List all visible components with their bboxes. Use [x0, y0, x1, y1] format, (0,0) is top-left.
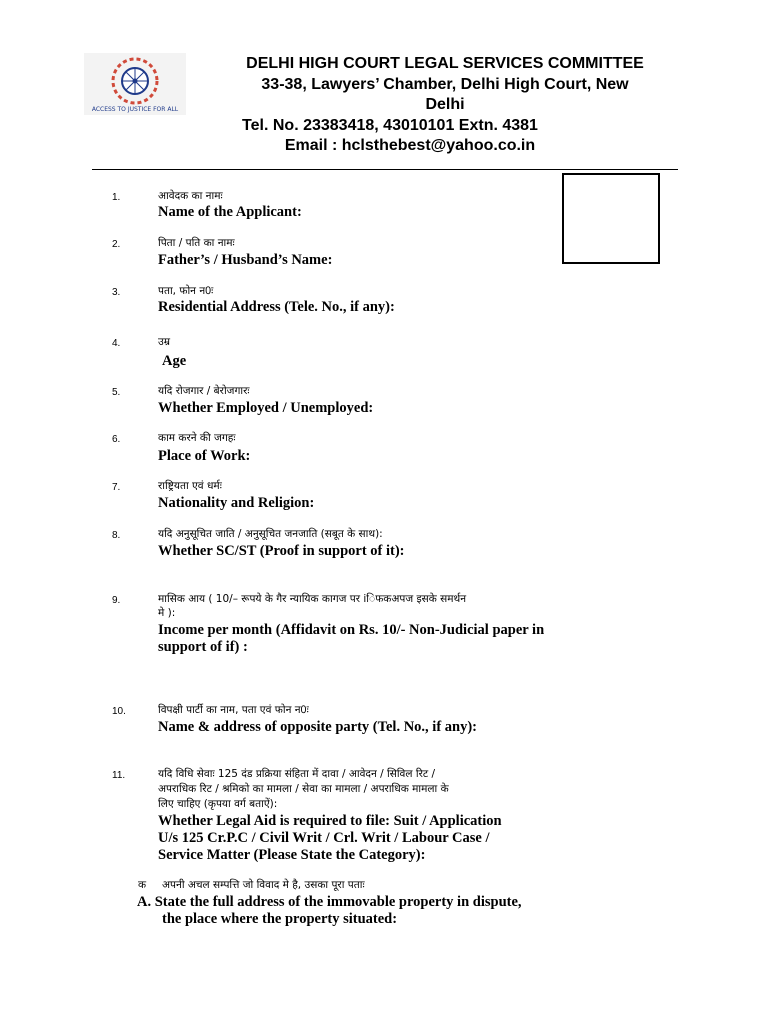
item-number: 2.	[112, 239, 121, 250]
item-number: 3.	[112, 287, 121, 298]
item-number: 8.	[112, 530, 121, 541]
field-legal-aid-category: Whether Legal Aid is required to file: Suit / Application	[158, 813, 502, 829]
item-number: 4.	[112, 338, 121, 349]
field-label-hindi: काम करने की जगहः	[158, 432, 236, 444]
field-applicant-name: Name of the Applicant:	[158, 204, 302, 220]
field-label-hindi: राष्ट्रियता एवं धर्मः	[158, 480, 222, 492]
field-label-hindi: आवेदक का नामः	[158, 190, 223, 202]
field-place-of-work: Place of Work:	[158, 448, 251, 464]
item-number: 5.	[112, 387, 121, 398]
item-number: 6.	[112, 434, 121, 445]
item-number: 9.	[112, 595, 121, 606]
field-property-address: A. State the full address of the immovable property in dispute,	[137, 894, 522, 910]
svg-text:ACCESS TO JUSTICE FOR ALL: ACCESS TO JUSTICE FOR ALL	[91, 106, 179, 113]
field-employment-status: Whether Employed / Unemployed:	[158, 400, 374, 416]
field-label-hindi: यदि रोजगार / बेरोजगारः	[158, 385, 250, 397]
item-number: 7.	[112, 482, 121, 493]
field-label-hindi: यदि विधि सेवाः 125 दंड प्रक्रिया संहिता में दावा / आवेदन / सिविल रिट /	[158, 768, 436, 780]
org-address-line1: 33-38, Lawyers’ Chamber, Delhi High Court, New	[261, 76, 629, 93]
field-legal-aid-category-cont: U/s 125 Cr.P.C / Civil Writ / Crl. Writ / Labour Case /	[158, 830, 490, 846]
header-divider	[92, 169, 678, 170]
org-phone: Tel. No. 23383418, 43010101 Extn. 4381	[242, 117, 538, 134]
field-label-hindi: उम्र	[158, 336, 171, 348]
field-label-hindi: मासिक आय ( 10/– रूपये के गैर न्यायिक कागज पर iिफकअपज इसके समर्थन	[158, 593, 467, 605]
field-monthly-income-cont: support of if) :	[158, 639, 248, 655]
org-address-line2: Delhi	[425, 96, 465, 113]
field-label-hindi: यदि अनुसूचित जाति / अनुसूचित जनजाति (सबूत के साथ):	[158, 528, 383, 540]
field-sc-st: Whether SC/ST (Proof in support of it):	[158, 543, 405, 559]
scales-of-justice-emblem-icon	[84, 53, 186, 115]
field-label-hindi: अपराधिक रिट / श्रमिको का मामला / सेवा का मामला / अपराधिक मामला के	[158, 783, 449, 795]
item-number: 11.	[112, 770, 126, 781]
item-number: 10.	[112, 706, 126, 717]
field-legal-aid-category-cont2: Service Matter (Please State the Category):	[158, 847, 426, 863]
sub-item-marker-hindi: क	[138, 879, 147, 891]
field-label-hindi: विपक्षी पार्टी का नाम, पता एवं फोन न0ः	[158, 704, 309, 716]
photo-box[interactable]	[562, 173, 660, 264]
field-residential-address: Residential Address (Tele. No., if any):	[158, 299, 395, 315]
field-age: Age	[162, 353, 187, 369]
field-label-hindi: अपनी अचल सम्पत्ति जो विवाद मे है, उसका पूरा पताः	[162, 879, 365, 891]
field-father-husband-name: Father’s / Husband’s Name:	[158, 252, 333, 268]
field-label-hindi: मे ):	[158, 607, 176, 619]
field-label-hindi: पता, फोन न0ः	[158, 285, 214, 297]
field-label-hindi: लिए चाहिए (कृपया वर्ग बताऐं):	[158, 798, 278, 810]
field-nationality-religion: Nationality and Religion:	[158, 495, 315, 511]
org-email: Email : hclsthebest@yahoo.co.in	[284, 137, 536, 154]
field-property-address-cont: the place where the property situated:	[162, 911, 398, 927]
field-label-hindi: पिता / पति का नामः	[158, 237, 235, 249]
org-name: DELHI HIGH COURT LEGAL SERVICES COMMITTEE	[246, 55, 644, 72]
legal-services-logo	[84, 53, 186, 115]
field-monthly-income: Income per month (Affidavit on Rs. 10/- Non-Judicial paper in	[158, 622, 545, 638]
item-number: 1.	[112, 192, 121, 203]
field-opposite-party: Name & address of opposite party (Tel. No., if any):	[158, 719, 477, 735]
